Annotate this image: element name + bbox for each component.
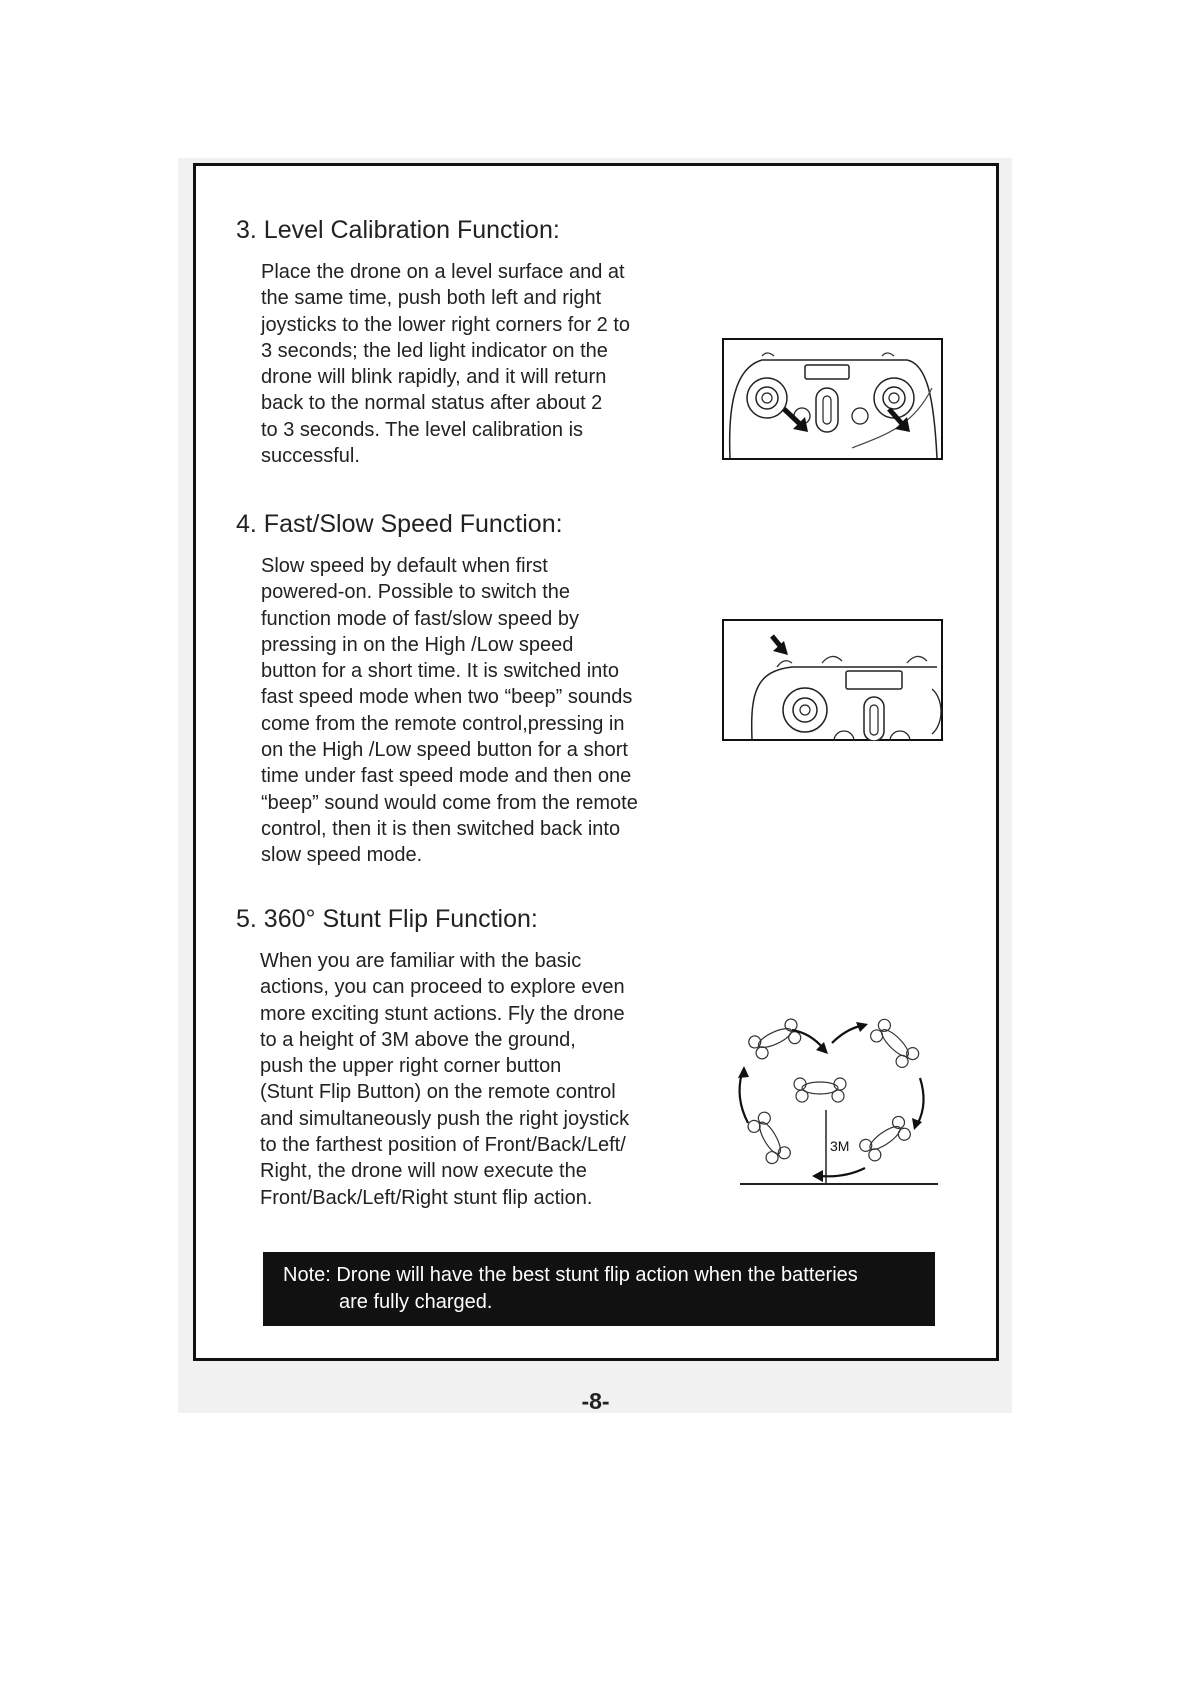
page-number: -8- xyxy=(581,1388,610,1414)
section-body-fast-slow-speed: Slow speed by default when first powered-on. Possible to switch the function mode of fast/slow speed by pressing in on the High /Low speed button for a short time. It is switched into fast speed mode when two “beep” sounds come from the remote control,pressing in on the High /Low speed button for a short time under fast speed mode and then one “beep” sound would come from the remote control, then it is then switched back into slow speed mode. xyxy=(261,555,638,867)
section-heading-fast-slow-speed: 4. Fast/Slow Speed Function: xyxy=(236,510,563,538)
drone-icon xyxy=(747,1017,805,1062)
height-label: 3M xyxy=(830,1138,850,1154)
drone-icon xyxy=(867,1017,921,1071)
section-body-stunt-flip: When you are familiar with the basic actions, you can proceed to explore even more exciting stunt actions. Fly the drone to a height of 3M above the ground, push the upper right corner button (Stunt Flip Button) on the remote control and simultaneously push the right joystick to the farthest position of Front/Back/Left/ Right, the drone will now execute the Front/Back/Left/Right stunt flip action. xyxy=(260,950,630,1209)
speed-button-illustration xyxy=(722,619,943,741)
stunt-flip-illustration xyxy=(730,1008,940,1198)
drone-icon xyxy=(794,1078,846,1102)
note-line-1: Note: Drone will have the best stunt flip action when the batteries xyxy=(283,1264,858,1286)
note-line-2: are fully charged. xyxy=(339,1291,493,1313)
drone-icon xyxy=(857,1114,914,1164)
joystick-calibration-illustration xyxy=(722,338,943,460)
drone-icon xyxy=(745,1110,793,1168)
section-body-level-calibration: Place the drone on a level surface and at the same time, push both left and right joysticks to the lower right corners for 2 to 3 seconds; the led light indicator on the drone will blink rapidly, and it will return back to the normal status after about 2 to 3 seconds. The level calibration is successful. xyxy=(261,261,631,468)
note-banner xyxy=(263,1252,935,1326)
section-heading-level-calibration: 3. Level Calibration Function: xyxy=(236,216,560,244)
section-heading-stunt-flip: 5. 360° Stunt Flip Function: xyxy=(236,905,538,933)
